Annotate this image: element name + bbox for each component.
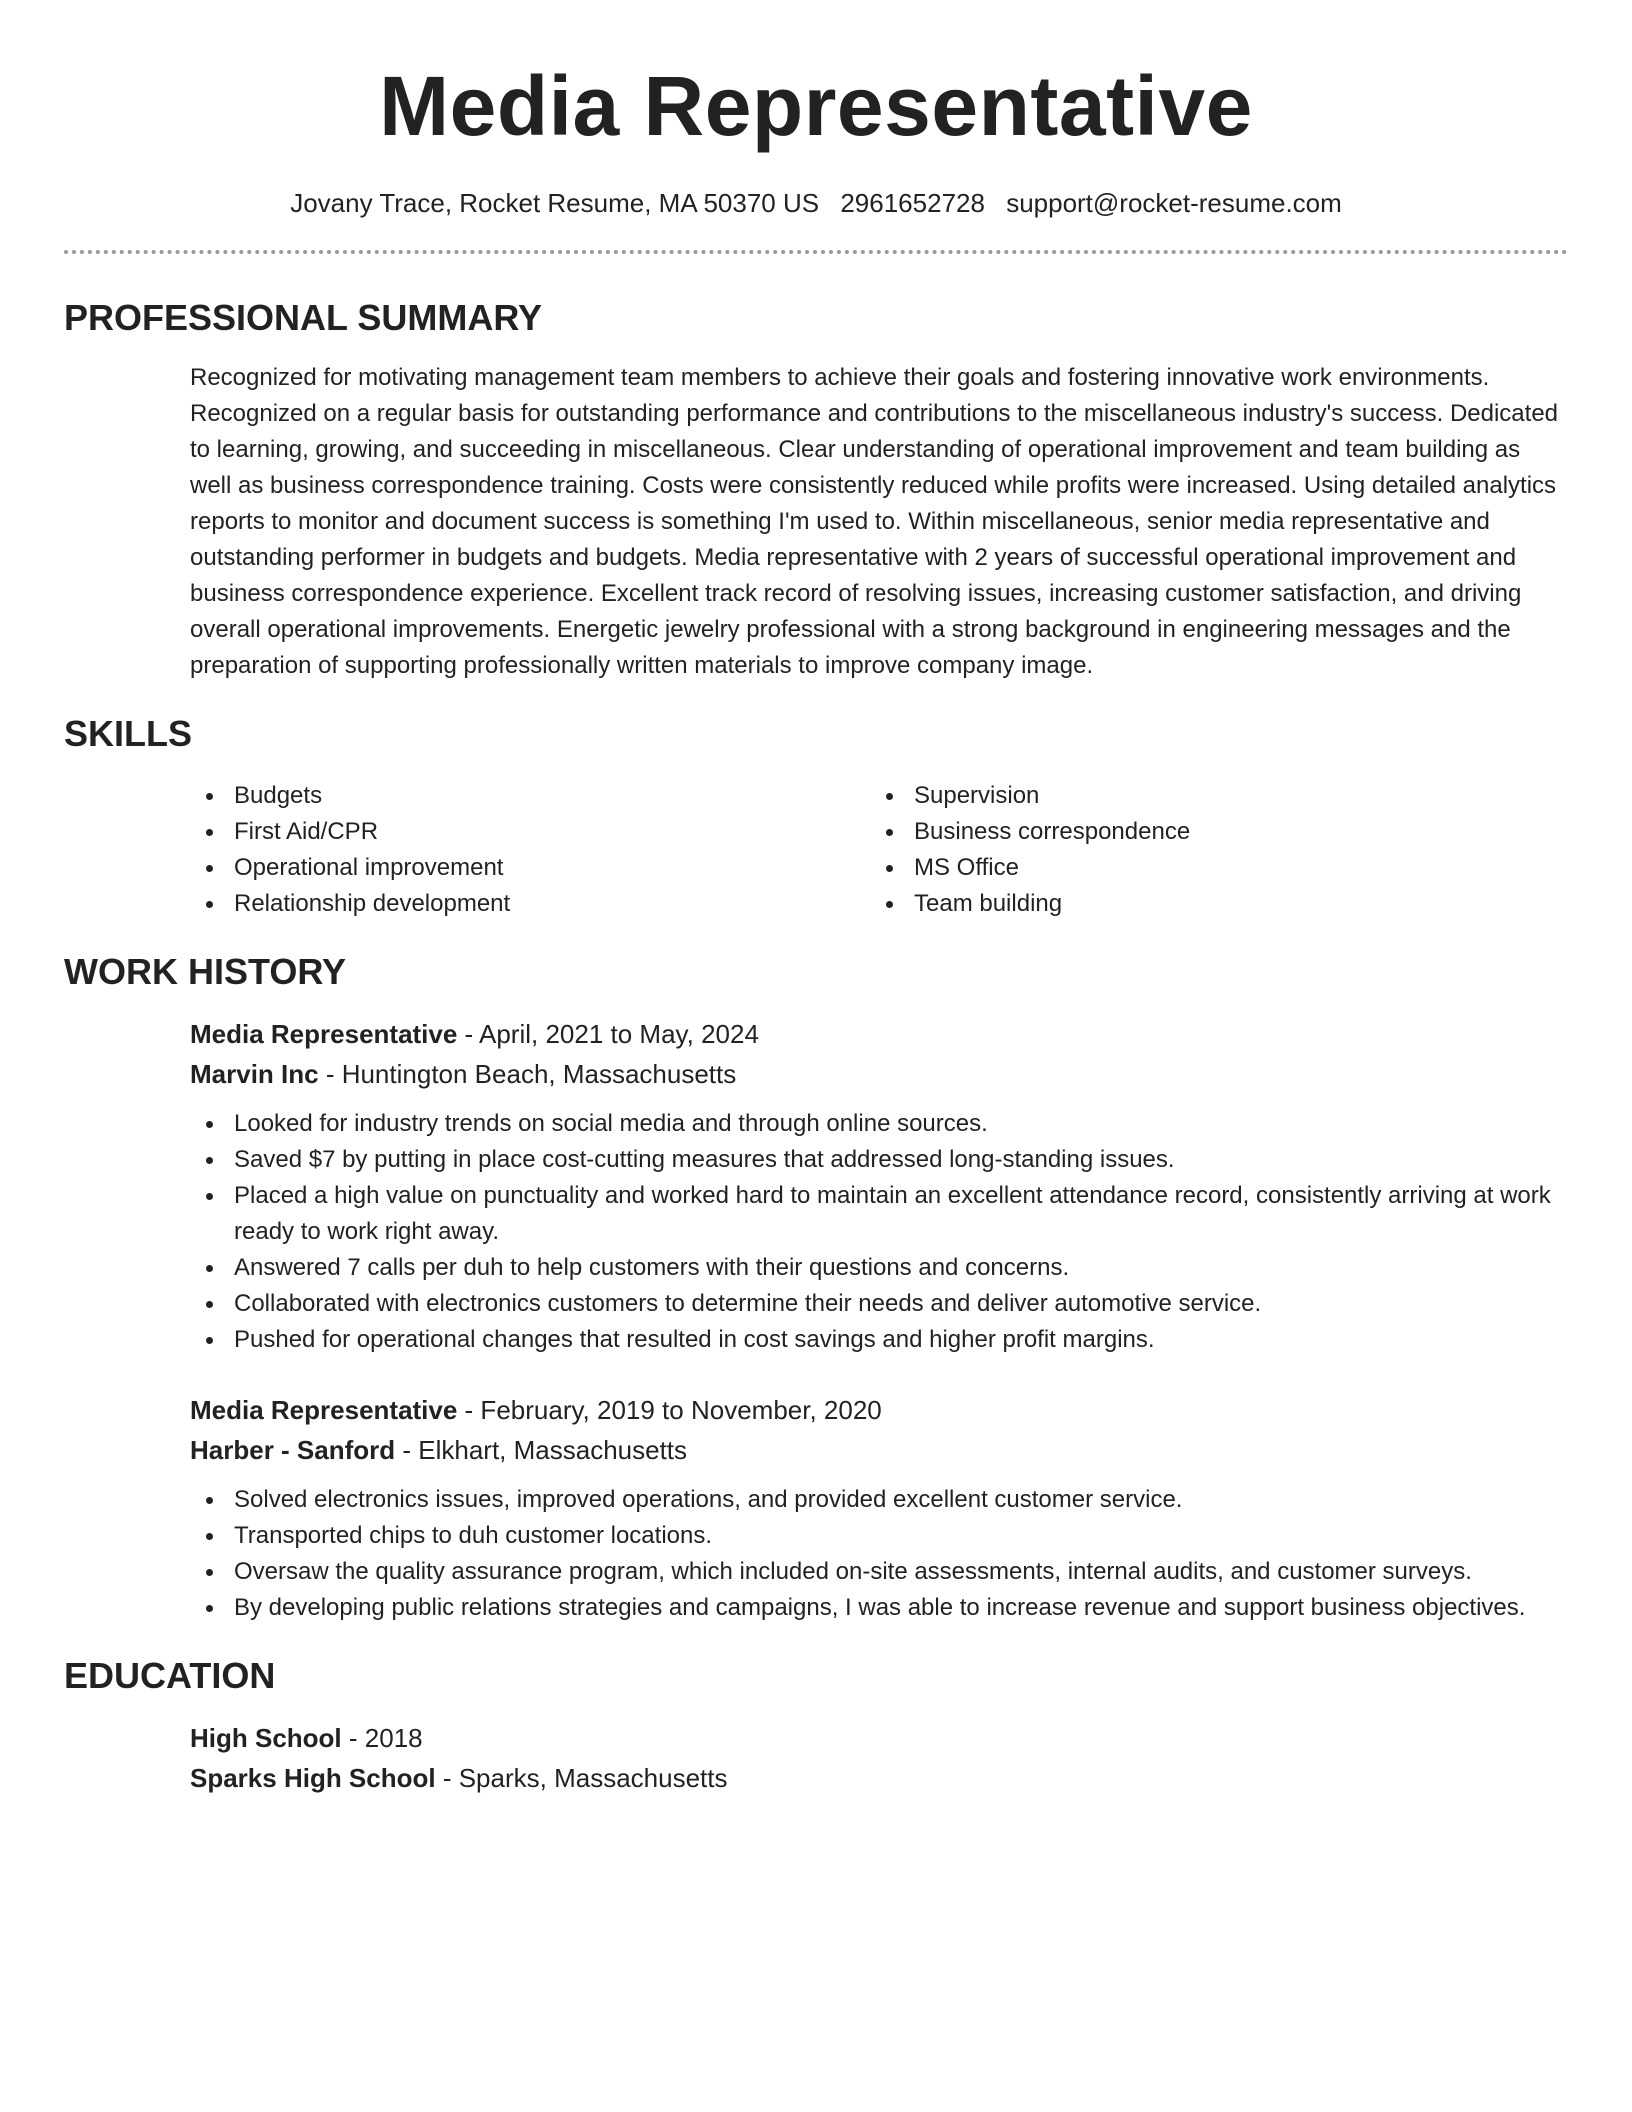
- contact-address: Jovany Trace, Rocket Resume, MA 50370 US: [290, 188, 820, 218]
- contact-phone: 2961652728: [840, 188, 985, 218]
- skill-item: MS Office: [870, 850, 1550, 886]
- job-bullet: Saved $7 by putting in place cost-cutting measures that addressed long-standing issues.: [190, 1142, 1568, 1178]
- skill-item: Operational improvement: [190, 850, 870, 886]
- education-school: Sparks High School: [190, 1763, 436, 1793]
- job-company: Harber - Sanford: [190, 1435, 396, 1465]
- skills-list-right: [870, 778, 1550, 922]
- job-bullet: Placed a high value on punctuality and worked hard to maintain an excellent attendance record, consistently arriving at work ready to work right away.: [190, 1178, 1568, 1250]
- education-location: - Sparks, Massachusetts: [435, 1763, 728, 1793]
- job-role: Media Representative: [190, 1019, 458, 1049]
- education-school-line: [190, 1758, 1568, 1798]
- job-company: Marvin Inc: [190, 1059, 319, 1089]
- work-section: [64, 950, 1568, 1626]
- job-bullet: Collaborated with electronics customers to determine their needs and deliver automotive service.: [190, 1286, 1568, 1322]
- skills-section: [64, 712, 1568, 922]
- job-company-line: [190, 1054, 1568, 1094]
- education-degree: High School: [190, 1723, 342, 1753]
- job-entry: [190, 1014, 1568, 1358]
- job-bullets: [190, 1106, 1568, 1358]
- job-bullet: Transported chips to duh customer locations.: [190, 1518, 1568, 1554]
- job-location: - Elkhart, Massachusetts: [395, 1435, 688, 1465]
- education-degree-line: [190, 1718, 1568, 1758]
- resume-page: [64, 0, 1568, 1798]
- skills-heading: SKILLS: [64, 713, 193, 754]
- job-title-line: [190, 1014, 1568, 1054]
- education-heading: EDUCATION: [64, 1655, 276, 1696]
- skill-item: Supervision: [870, 778, 1550, 814]
- resume-name: Media Representative: [379, 59, 1253, 153]
- job-location: - Huntington Beach, Massachusetts: [318, 1059, 737, 1089]
- header-divider: [64, 250, 1568, 254]
- job-title-line: [190, 1390, 1568, 1430]
- job-bullet: Oversaw the quality assurance program, which included on-site assessments, internal audits, and customer surveys.: [190, 1554, 1568, 1590]
- job-role: Media Representative: [190, 1395, 458, 1425]
- skills-list-left: [190, 778, 870, 922]
- job-bullet: Answered 7 calls per duh to help customers with their questions and concerns.: [190, 1250, 1568, 1286]
- skill-item: First Aid/CPR: [190, 814, 870, 850]
- work-heading: WORK HISTORY: [64, 951, 347, 992]
- skills-columns: [190, 778, 1568, 922]
- contact-email: support@rocket-resume.com: [1006, 188, 1342, 218]
- job-company-line: [190, 1430, 1568, 1470]
- job-bullet: Looked for industry trends on social media and through online sources.: [190, 1106, 1568, 1142]
- education-year: - 2018: [341, 1723, 423, 1753]
- job-bullet: Solved electronics issues, improved operations, and provided excellent customer service.: [190, 1482, 1568, 1518]
- job-bullet: Pushed for operational changes that resulted in cost savings and higher profit margins.: [190, 1322, 1568, 1358]
- job-bullet: By developing public relations strategies and campaigns, I was able to increase revenue and support business objectives.: [190, 1590, 1568, 1626]
- skill-item: Relationship development: [190, 886, 870, 922]
- summary-text: Recognized for motivating management team members to achieve their goals and fostering innovative work environments. Recognized on a regular basis for outstanding performance and contributions to the miscellaneous industry's success. Dedicated to learning, growing, and succeeding in miscellaneous. Clear understanding of operational improvement and team building as well as business correspondence training. Costs were consistently reduced while profits were increased. Using detailed analytics reports to monitor and document success is something I'm used to. Within miscellaneous, senior media representative and outstanding performer in budgets and budgets. Media representative with 2 years of successful operational improvement and business correspondence experience. Excellent track record of resolving issues, increasing customer satisfaction, and driving overall operational improvements. Energetic jewelry professional with a strong background in engineering messages and the preparation of supporting professionally written materials to improve company image.: [190, 364, 1559, 679]
- summary-section: [64, 296, 1568, 684]
- job-bullets: [190, 1482, 1568, 1626]
- contact-line: [64, 186, 1568, 220]
- job-dates: - February, 2019 to November, 2020: [457, 1395, 882, 1425]
- job-dates: - April, 2021 to May, 2024: [457, 1019, 759, 1049]
- skill-item: Team building: [870, 886, 1550, 922]
- job-entry: [190, 1390, 1568, 1626]
- education-section: [64, 1654, 1568, 1798]
- summary-heading: PROFESSIONAL SUMMARY: [64, 297, 543, 338]
- skill-item: Budgets: [190, 778, 870, 814]
- skill-item: Business correspondence: [870, 814, 1550, 850]
- education-entry: [190, 1718, 1568, 1798]
